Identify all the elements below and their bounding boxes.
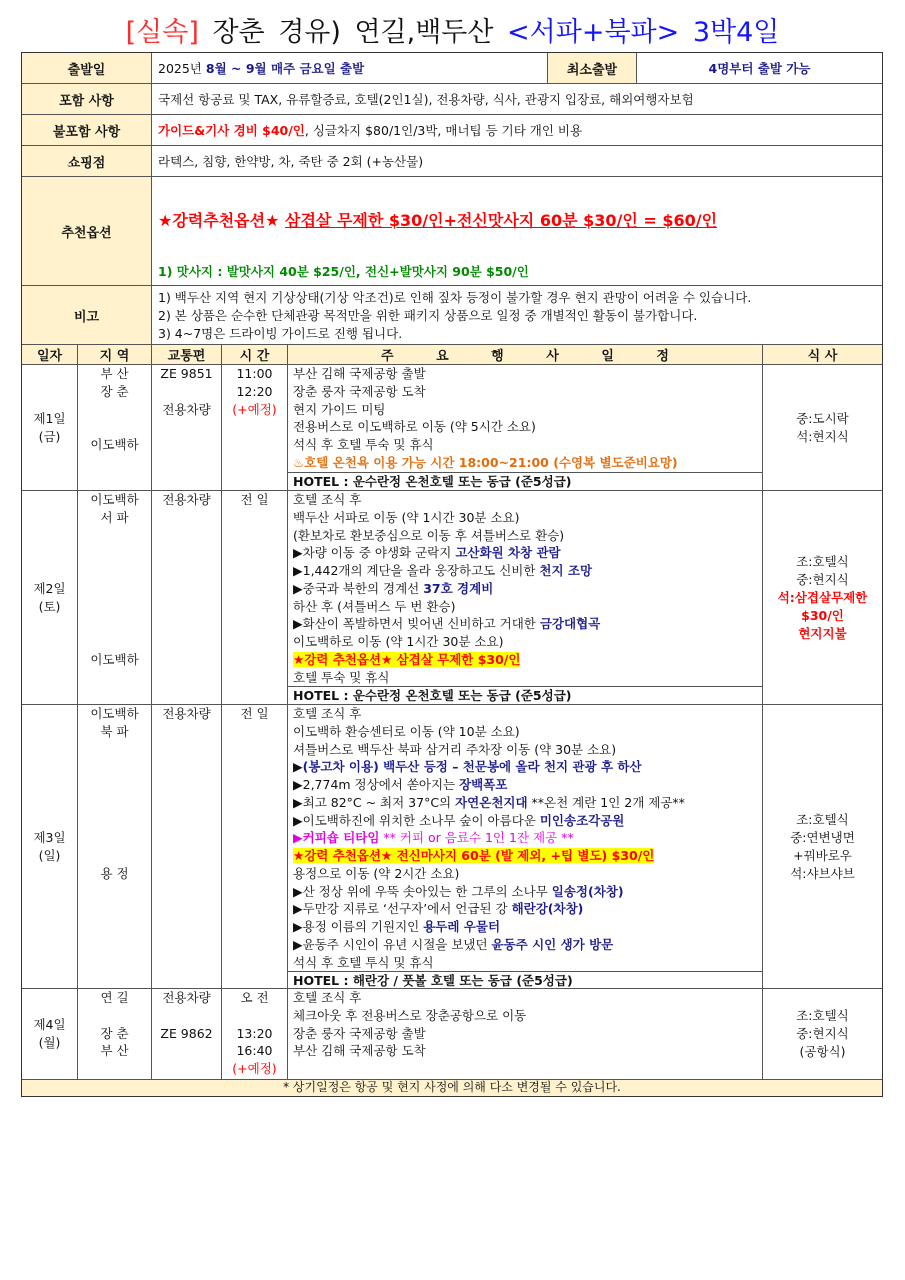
note-item: 3) 4~7명은 드라이빙 가이드로 진행 됩니다. [158,326,403,341]
meal-text: 조:호텔식 [796,811,849,827]
region-text [78,847,151,865]
day-of-week: (금) [38,428,61,444]
time-text: 11:00 [236,366,273,381]
region-text: 서 파 [100,509,129,525]
transport-cell [152,989,222,1079]
schedule-line-segment: ▶커피숍 티타임 [293,830,380,846]
schedule-line: 호텔 투숙 및 휴식 [293,669,390,685]
info-row-options [22,177,882,286]
schedule-line: 장춘 룽자 국제공항 도착 [293,383,426,399]
schedule-line-segment: 고산화원 차창 관람 [455,545,561,561]
day-of-week: (토) [38,598,61,614]
departure-value [152,53,548,83]
excluded-value [152,115,882,145]
schedule-line [288,651,762,669]
itinerary-cell [288,365,763,490]
region-text [78,580,151,598]
region-text: 이도백하 [90,437,139,452]
transport-text: 전용차량 [162,492,211,507]
title-tag: [실속] [125,17,199,48]
meal-text: +꿔바로우 [793,847,852,863]
schedule-line-segment: ▶1,442개의 계단을 올라 웅장하고도 신비한 [293,563,540,578]
day-number: 제2일 [33,580,66,596]
departure-label: 출발일 [22,53,152,83]
region-cell [78,491,152,704]
schedule-line: 현지 가이드 미팅 [293,401,386,417]
transport-text: 전용차량 [162,990,211,1005]
schedule-line: 하산 후 (셔틀버스 두 번 환승) [293,598,456,614]
schedule-line: 석식 후 호텔 투숙 및 휴식 [293,437,434,452]
options-headline-text: 삼겹살 무제한 $30/인+전신맛사지 60분 $30/인 = $60/인 [285,211,718,230]
note-item: 2) 본 상품은 순수한 단체관광 목적만을 위한 패키지 상품으로 일정 중 개별적인 활동이 불가합니다. [158,308,698,323]
footer-note: * 상기일정은 항공 및 현지 사정에 의해 다소 변경될 수 있습니다. [283,1080,621,1094]
schedule-line [288,883,762,901]
schedule-line-segment: 일송정(차창) [551,883,624,899]
excluded-highlight: 가이드&기사 경비 $40/인 [158,123,305,138]
schedule-line-segment: ▶윤동주 시인이 유년 시절을 보냈던 [293,936,492,952]
schedule-line-segment: 해란강(차창) [511,901,584,917]
hotel-line: HOTEL : 운수란정 온천호텔 또는 동급 (준5성급) [288,686,762,704]
region-text [78,598,151,616]
schedule-line [288,847,762,865]
meal-text-segment: $30/인 [801,607,844,623]
notes-label: 비고 [22,286,152,344]
options-headline [158,210,876,232]
schedule-line [288,544,762,562]
min-departure-label: 최소출발 [548,53,637,83]
header-region: 지 역 [78,345,152,364]
meals-cell [763,989,882,1079]
transport-text: 전용차량 [162,706,211,721]
region-text [78,794,151,812]
region-text: 부 산 [100,366,129,381]
info-row-excluded [22,115,882,146]
transport-cell [152,365,222,490]
departure-period: 8월 ~ 9월 매주 금요일 출발 [205,61,365,76]
schedule-line-segment: ▶최고 82°C ~ 최저 37°C의 [293,794,456,810]
options-label: 추천옵션 [22,177,152,285]
info-row-notes [22,286,882,345]
meal-text: 중:현지식 [796,571,849,587]
region-text [78,741,151,759]
region-text: 장 춘 [100,383,129,399]
region-text [78,812,151,830]
region-text [78,633,151,651]
schedule-line: 셔틀버스로 백두산 북파 삼거리 주차장 이동 (약 30분 소요) [293,741,617,757]
meal-text [801,607,844,625]
schedule-line-segment: 윤동주 시인 생가 방문 [491,936,614,952]
time-cell [222,491,288,704]
meals-cell [763,491,882,704]
info-row-included [22,84,882,115]
schedule-line-segment: 용두레 우물터 [423,919,501,934]
schedule-line [288,454,762,472]
note-item: 1) 백두산 지역 현지 기상상태(기상 악조건)로 인해 짚차 등정이 불가할 경우 현지 관망이 어려울 수 있습니다. [158,290,752,305]
options-content [152,177,882,285]
schedule-header-row [22,345,882,365]
departure-year: 2025년 [158,61,202,76]
day-row-2 [22,491,882,705]
schedule-line [288,936,762,954]
region-text: 이도백하 [90,706,139,721]
meal-text: 중:연변냉면 [790,829,855,845]
schedule-line-segment: 장백폭포 [459,777,508,792]
meal-text: 조:호텔식 [796,1008,849,1023]
schedule-line [288,900,762,918]
meal-text [778,589,868,607]
region-text [78,776,151,794]
schedule-line-segment: ▶두만강 지류로 ‘선구자’에서 언급된 강 [293,901,512,917]
info-row-departure [22,53,882,84]
footer-row [22,1080,882,1096]
excluded-label: 불포함 사항 [22,115,152,145]
schedule-line [288,812,762,830]
region-cell [78,989,152,1079]
meal-text: (공항식) [799,1044,846,1059]
region-text [78,401,151,419]
time-text: 오 전 [240,990,269,1005]
transport-text: ZE 9851 [160,366,213,381]
region-text [78,544,151,562]
transport-text [152,1007,221,1025]
schedule-line-segment: (봉고차 이용) 백두산 등정 – 천문봉에 올라 천지 관광 후 하산 [302,759,642,775]
schedule-line: 체크아웃 후 전용버스로 장춘공항으로 이동 [293,1007,527,1023]
schedule-line: 전용버스로 이도백하로 이동 (약 5시간 소요) [293,419,536,435]
transport-text: 전용차량 [162,401,211,417]
schedule-line-segment: ▶산 정상 위에 우뚝 솟아있는 한 그루의 소나무 [293,883,552,899]
schedule-line-segment: ▶ [293,759,303,775]
schedule-line: 부산 김해 국제공항 출발 [293,366,426,381]
schedule-line [288,829,762,847]
schedule-line-segment: 자연온천지대 [455,794,528,810]
time-text: 16:40 [236,1043,273,1059]
transport-cell [152,491,222,704]
region-text: 이도백하 [90,492,139,507]
region-text [78,615,151,633]
schedule-line-segment: ▶용정 이름의 기원지인 [293,919,424,934]
meal-text-segment: 현지지불 [798,625,847,641]
time-text: 전 일 [240,492,269,507]
schedule-line [288,794,762,812]
meals-cell [763,705,882,988]
schedule-line-segment: ★강력 추천옵션★ 삼겹살 무제한 $30/인 [293,651,521,667]
schedule-line [288,562,762,580]
meal-text: 중:현지식 [796,1026,849,1041]
day-number: 제4일 [33,1017,66,1032]
schedule-line-segment: ▶차량 이동 중 야생화 군락지 [293,545,456,561]
day-cell [22,365,78,490]
transport-text [152,383,221,401]
header-meals: 식 사 [807,349,838,364]
header-time: 시 간 [222,345,288,364]
schedule-line-segment: 37호 경계비 [423,580,494,596]
region-text [78,418,151,436]
info-row-shopping [22,146,882,177]
region-cell [78,365,152,490]
meal-text: 조:호텔식 [796,553,849,569]
day-row-3 [22,705,882,989]
schedule-line-segment: ▶화산이 폭발하면서 빚어낸 신비하고 거대한 [293,616,540,632]
transport-cell [152,705,222,988]
meal-text: 석:샤브샤브 [790,865,855,881]
hotel-line: HOTEL : 운수란정 온천호텔 또는 동급 (준5성급) [288,472,762,491]
schedule-line: 장춘 룽자 국제공항 출발 [293,1025,426,1041]
itinerary-cell [288,989,763,1079]
region-text [78,562,151,580]
time-text-segment: (+예정) [232,1061,277,1076]
day-cell [22,989,78,1079]
header-itinerary: 주 요 행 사 일 정 [288,345,763,364]
day-row-4 [22,989,882,1080]
header-day: 일자 [22,345,78,364]
schedule-line-segment: ** 커피 or 음료수 1인 1잔 제공 ** [379,830,574,846]
region-text: 부 산 [100,1043,129,1059]
region-text: 장 춘 [100,1025,129,1041]
time-text [222,1060,287,1078]
day-of-week: (일) [38,847,61,863]
day-cell [22,705,78,988]
time-cell [222,365,288,490]
day-of-week: (월) [38,1035,61,1050]
schedule-line: 호텔 조식 후 [293,706,362,721]
region-text [78,829,151,847]
meal-text-segment: 석:삼겹살무제한 [777,589,868,605]
header-transport: 교통편 [152,345,222,364]
time-text: 전 일 [240,706,269,721]
schedule-line-segment: 미인송조각공원 [539,812,625,828]
time-text: 13:20 [236,1025,273,1041]
itinerary-cell [288,705,763,988]
time-cell [222,705,288,988]
schedule-line: 백두산 서파로 이동 (약 1시간 30분 소요) [293,509,520,525]
schedule-line-segment: ★강력 추천옵션★ 전신마사지 60분 (발 제외, +팁 별도) $30/인 [293,848,655,863]
region-text: 연 길 [100,990,129,1005]
excluded-rest: , 싱글차지 $80/1인/3박, 매너팁 등 기타 개인 비용 [304,123,583,138]
time-text [222,401,287,419]
day-row-1 [22,365,882,491]
schedule-line: 이도백하로 이동 (약 1시간 30분 소요) [293,634,504,649]
schedule-line: 호텔 조식 후 [293,492,362,507]
title-main: 장춘 경유) 연길,백두산 [198,17,508,48]
min-departure-value: 4명부터 출발 가능 [708,61,811,76]
schedule-line: 부산 김해 국제공항 도착 [293,1043,426,1059]
day-number: 제1일 [33,410,66,426]
day-number: 제3일 [33,829,66,845]
schedule-line [288,580,762,598]
meal-text [798,625,846,643]
time-text [222,1007,287,1025]
included-value: 국제선 항공료 및 TAX, 유류할증료, 호텔(2인1실), 전용차량, 식사, 관광지 입장료, 해외여행자보험 [158,92,694,107]
schedule-line-segment: ▶이도백하진에 위치한 소나무 숲이 아름다운 [293,812,540,828]
time-text-segment: (+예정) [232,401,277,417]
itinerary-cell [288,491,763,704]
time-cell [222,989,288,1079]
option-item-massage: 1) 맛사지 : 발맛사지 40분 $25/인, 전신+발맛사지 90분 $50/인 [158,264,529,279]
schedule-line: 용정으로 이동 (약 2시간 소요) [293,865,460,881]
shopping-value: 라텍스, 침향, 한약방, 차, 죽탄 중 2회 (+농산물) [158,154,424,169]
hotel-line: HOTEL : 해란강 / 풋볼 호텔 또는 동급 (준5성급) [288,971,762,988]
schedule-line [288,615,762,633]
meal-text: 석:현지식 [796,428,849,444]
schedule-line-segment: 금강대협곡 [539,616,601,632]
page-title [0,14,905,52]
region-text: 용 정 [100,865,129,881]
schedule-line-segment: 천지 조망 [539,563,593,578]
schedule-line: 이도백하 환승센터로 이동 (약 10분 소요) [293,723,520,739]
schedule-line [288,776,762,794]
region-cell [78,705,152,988]
meal-text: 중:도시락 [796,410,849,426]
region-text: 북 파 [100,723,129,739]
schedule-line-segment: ♨호텔 온천욕 이용 가능 시간 18:00~21:00 (수영복 별도준비요망) [293,454,678,470]
schedule-line-segment: ▶중국과 북한의 경계선 [293,580,424,596]
schedule-line: 석식 후 호텔 투식 및 휴식 [293,954,434,970]
title-sub: <서파+북파> 3박4일 [507,17,780,48]
schedule-line-segment: **온천 계란 1인 2개 제공** [527,794,685,810]
schedule-line: 호텔 조식 후 [293,990,362,1005]
region-text [78,1007,151,1025]
region-text [78,527,151,545]
region-text: 이도백하 [90,651,139,667]
schedule-line [288,918,762,936]
transport-text: ZE 9862 [160,1025,213,1041]
schedule-line [288,758,762,776]
region-text [78,758,151,776]
meals-cell [763,365,882,490]
day-cell [22,491,78,704]
shopping-label: 쇼핑점 [22,146,152,176]
notes-content [152,286,882,344]
schedule-line-segment: ▶2,774m 정상에서 쏟아지는 [293,777,460,792]
included-label: 포함 사항 [22,84,152,114]
time-text: 12:20 [236,383,273,399]
schedule-line: (환보차로 환보중심으로 이동 후 셔틀버스로 환승) [293,527,565,543]
options-star: ★강력추천옵션★ [158,211,285,230]
